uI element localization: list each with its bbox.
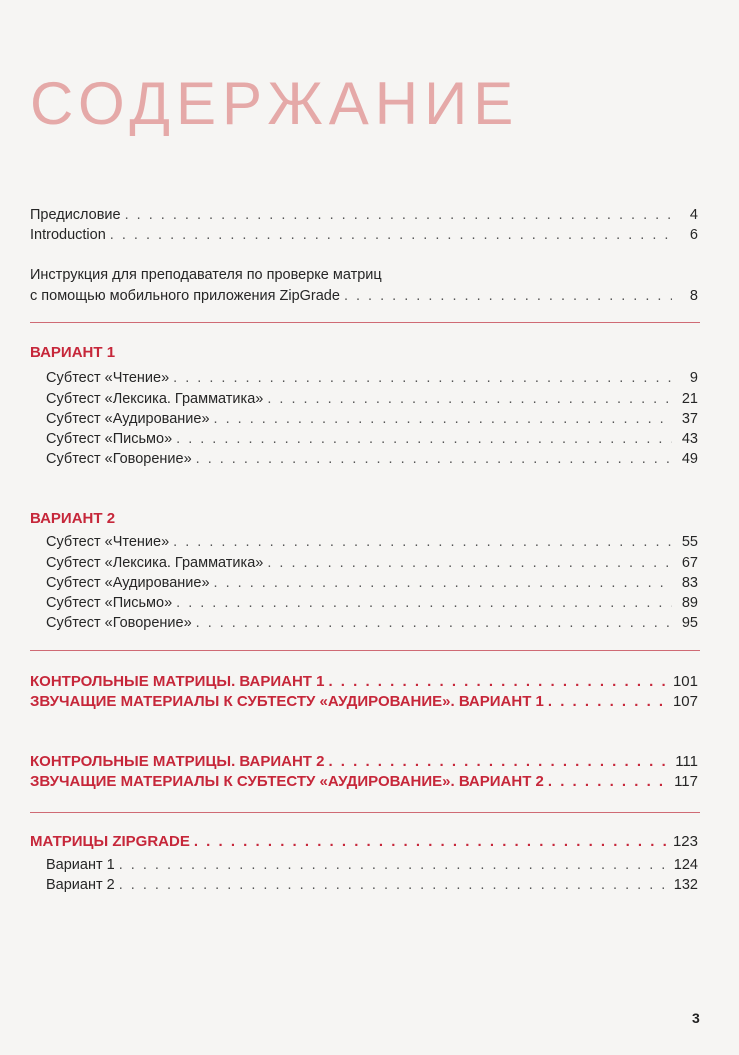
toc-entry-introduction[interactable] bbox=[30, 226, 698, 245]
toc-entry-v2-writing[interactable] bbox=[46, 594, 698, 613]
dot-leader bbox=[214, 574, 672, 593]
toc-entry-label: Субтест «Чтение» bbox=[46, 534, 170, 550]
toc-entry-instruction[interactable] bbox=[30, 287, 698, 306]
toc-entry-page: 55 bbox=[681, 534, 698, 550]
toc-entry-label: МАТРИЦЫ ZIPGRADE bbox=[30, 833, 190, 850]
toc-entry-page: 124 bbox=[673, 857, 698, 873]
toc-entry-page: 89 bbox=[681, 595, 698, 611]
dot-leader bbox=[173, 533, 672, 552]
dot-leader bbox=[548, 692, 669, 711]
page-title: СОДЕРЖАНИЕ bbox=[30, 70, 520, 137]
toc-entry-audio-materials-1[interactable] bbox=[30, 692, 698, 711]
toc-entry-label: ЗВУЧАЩИЕ МАТЕРИАЛЫ К СУБТЕСТУ «АУДИРОВАНИЕ». ВАРИАНТ 2 bbox=[30, 773, 544, 790]
toc-entry-v1-writing[interactable] bbox=[46, 430, 698, 449]
section-divider bbox=[30, 322, 700, 323]
toc-entry-page: 49 bbox=[681, 451, 698, 467]
toc-entry-instruction-line1: Инструкция для преподавателя по проверке матриц bbox=[30, 267, 382, 283]
toc-entry-label: Вариант 1 bbox=[46, 857, 115, 873]
dot-leader bbox=[176, 430, 672, 449]
toc-entry-v1-reading[interactable] bbox=[46, 369, 698, 388]
section-divider bbox=[30, 650, 700, 651]
toc-entry-page: 43 bbox=[681, 431, 698, 447]
toc-entry-v1-grammar[interactable] bbox=[46, 390, 698, 409]
dot-leader bbox=[173, 369, 672, 388]
toc-entry-page: 83 bbox=[681, 575, 698, 591]
toc-entry-v2-speaking[interactable] bbox=[46, 614, 698, 633]
toc-entry-label: Субтест «Письмо» bbox=[46, 595, 173, 611]
toc-entry-preface[interactable] bbox=[30, 206, 698, 225]
toc-entry-label: КОНТРОЛЬНЫЕ МАТРИЦЫ. ВАРИАНТ 1 bbox=[30, 673, 325, 690]
toc-entry-page: 107 bbox=[672, 693, 698, 710]
dot-leader bbox=[119, 876, 670, 895]
toc-entry-label: Субтест «Аудирование» bbox=[46, 575, 210, 591]
toc-entry-label: Субтест «Чтение» bbox=[46, 370, 170, 386]
toc-entry-page: 6 bbox=[689, 227, 698, 243]
toc-entry-label: Субтест «Говорение» bbox=[46, 615, 192, 631]
toc-entry-v2-grammar[interactable] bbox=[46, 554, 698, 573]
toc-entry-v1-speaking[interactable] bbox=[46, 450, 698, 469]
toc-entry-v2-listening[interactable] bbox=[46, 574, 698, 593]
toc-entry-page: 117 bbox=[674, 773, 698, 790]
dot-leader bbox=[267, 554, 672, 573]
dot-leader bbox=[176, 594, 672, 613]
dot-leader bbox=[344, 287, 672, 306]
toc-entry-control-matrices-1[interactable] bbox=[30, 672, 698, 691]
toc-entry-page: 111 bbox=[675, 753, 698, 770]
dot-leader bbox=[328, 752, 671, 771]
toc-entry-label: Introduction bbox=[30, 227, 106, 243]
toc-entry-label: КОНТРОЛЬНЫЕ МАТРИЦЫ. ВАРИАНТ 2 bbox=[30, 753, 325, 770]
toc-entry-page: 123 bbox=[672, 833, 698, 850]
toc-entry-page: 8 bbox=[689, 288, 698, 304]
toc-entry-zipgrade-variant-1[interactable] bbox=[46, 856, 698, 875]
dot-leader bbox=[548, 772, 670, 791]
dot-leader bbox=[267, 390, 672, 409]
toc-entry-label: с помощью мобильного приложения ZipGrade bbox=[30, 288, 340, 304]
toc-entry-label: Субтест «Лексика. Грамматика» bbox=[46, 391, 264, 407]
toc-entry-label: ЗВУЧАЩИЕ МАТЕРИАЛЫ К СУБТЕСТУ «АУДИРОВАНИЕ». ВАРИАНТ 1 bbox=[30, 693, 544, 710]
toc-entry-audio-materials-2[interactable] bbox=[30, 772, 698, 791]
toc-entry-v1-listening[interactable] bbox=[46, 410, 698, 429]
dot-leader bbox=[119, 856, 670, 875]
dot-leader bbox=[196, 450, 672, 469]
toc-entry-zipgrade-variant-2[interactable] bbox=[46, 876, 698, 895]
toc-entry-page: 4 bbox=[689, 207, 698, 223]
toc-entry-label: Субтест «Аудирование» bbox=[46, 411, 210, 427]
toc-entry-page: 95 bbox=[681, 615, 698, 631]
dot-leader bbox=[125, 206, 672, 225]
toc-entry-page: 67 bbox=[681, 555, 698, 571]
page-number: 3 bbox=[692, 1010, 700, 1026]
toc-entry-label: Субтест «Письмо» bbox=[46, 431, 173, 447]
toc-entry-v2-reading[interactable] bbox=[46, 533, 698, 552]
dot-leader bbox=[110, 226, 672, 245]
dot-leader bbox=[328, 672, 669, 691]
toc-entry-page: 21 bbox=[681, 391, 698, 407]
toc-entry-page: 37 bbox=[681, 411, 698, 427]
section-heading-variant-2: ВАРИАНТ 2 bbox=[30, 510, 116, 527]
toc-entry-page: 101 bbox=[672, 673, 698, 690]
toc-entry-label: Вариант 2 bbox=[46, 877, 115, 893]
dot-leader bbox=[196, 614, 672, 633]
dot-leader bbox=[194, 832, 669, 851]
toc-entry-page: 132 bbox=[673, 877, 698, 893]
toc-entry-control-matrices-2[interactable] bbox=[30, 752, 698, 771]
toc-entry-zipgrade[interactable] bbox=[30, 832, 698, 851]
toc-entry-label: Субтест «Лексика. Грамматика» bbox=[46, 555, 264, 571]
toc-entry-page: 9 bbox=[689, 370, 698, 386]
section-heading-variant-1: ВАРИАНТ 1 bbox=[30, 344, 116, 361]
toc-entry-label: Субтест «Говорение» bbox=[46, 451, 192, 467]
toc-entry-label: Предисловие bbox=[30, 207, 121, 223]
section-divider bbox=[30, 812, 700, 813]
dot-leader bbox=[214, 410, 672, 429]
